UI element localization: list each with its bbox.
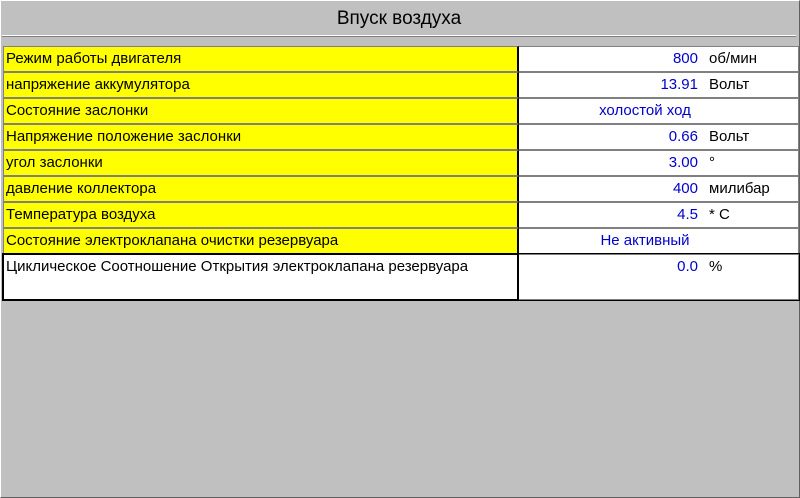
param-label: Состояние заслонки [3,98,519,124]
param-row-engine-rpm[interactable] [3,46,799,72]
param-unit: * C [709,206,730,223]
param-row-purge-valve-duty-cycle[interactable] [3,254,799,300]
param-value-cell [519,254,799,300]
window-title-bar [2,2,796,37]
param-row-throttle-position-voltage[interactable] [3,124,799,150]
param-row-purge-valve-state[interactable] [3,228,799,254]
param-value-cell [519,46,799,72]
param-label: Циклическое Соотношение Открытия электроклапана резервуара [3,254,519,300]
window-title: Впуск воздуха [336,8,462,29]
param-value: 3.00 [668,154,698,171]
param-value-cell [519,228,799,254]
param-unit: об/мин [709,50,758,67]
param-label: напряжение аккумулятора [3,72,519,98]
param-row-battery-voltage[interactable] [3,72,799,98]
param-value-cell [519,72,799,98]
param-row-manifold-pressure[interactable] [3,176,799,202]
param-label: Режим работы двигателя [3,46,519,72]
param-value: Не активный [600,232,690,249]
param-value-cell [519,124,799,150]
param-value: 0.0 [677,258,698,275]
param-value: 0.66 [668,128,698,145]
param-row-air-temperature[interactable] [3,202,799,228]
param-unit: Вольт [709,128,750,145]
param-value-cell [519,150,799,176]
param-label: Состояние электроклапана очистки резервуара [3,228,519,254]
param-unit: милибар [709,180,770,197]
param-value: холостой ход [599,102,691,119]
param-row-throttle-state[interactable] [3,98,799,124]
param-label: давление коллектора [3,176,519,202]
param-value: 4.5 [677,206,698,223]
param-unit: % [709,258,723,275]
param-value-cell [519,98,799,124]
param-value: 13.91 [660,76,698,93]
parameter-grid [3,46,799,300]
param-value-cell [519,202,799,228]
param-label: угол заслонки [3,150,519,176]
param-label: Температура воздуха [3,202,519,228]
param-unit: Вольт [709,76,750,93]
param-value-cell [519,176,799,202]
param-unit: ° [709,154,715,171]
param-value: 800 [672,50,698,67]
param-row-throttle-angle[interactable] [3,150,799,176]
param-value: 400 [672,180,698,197]
param-label: Напряжение положение заслонки [3,124,519,150]
